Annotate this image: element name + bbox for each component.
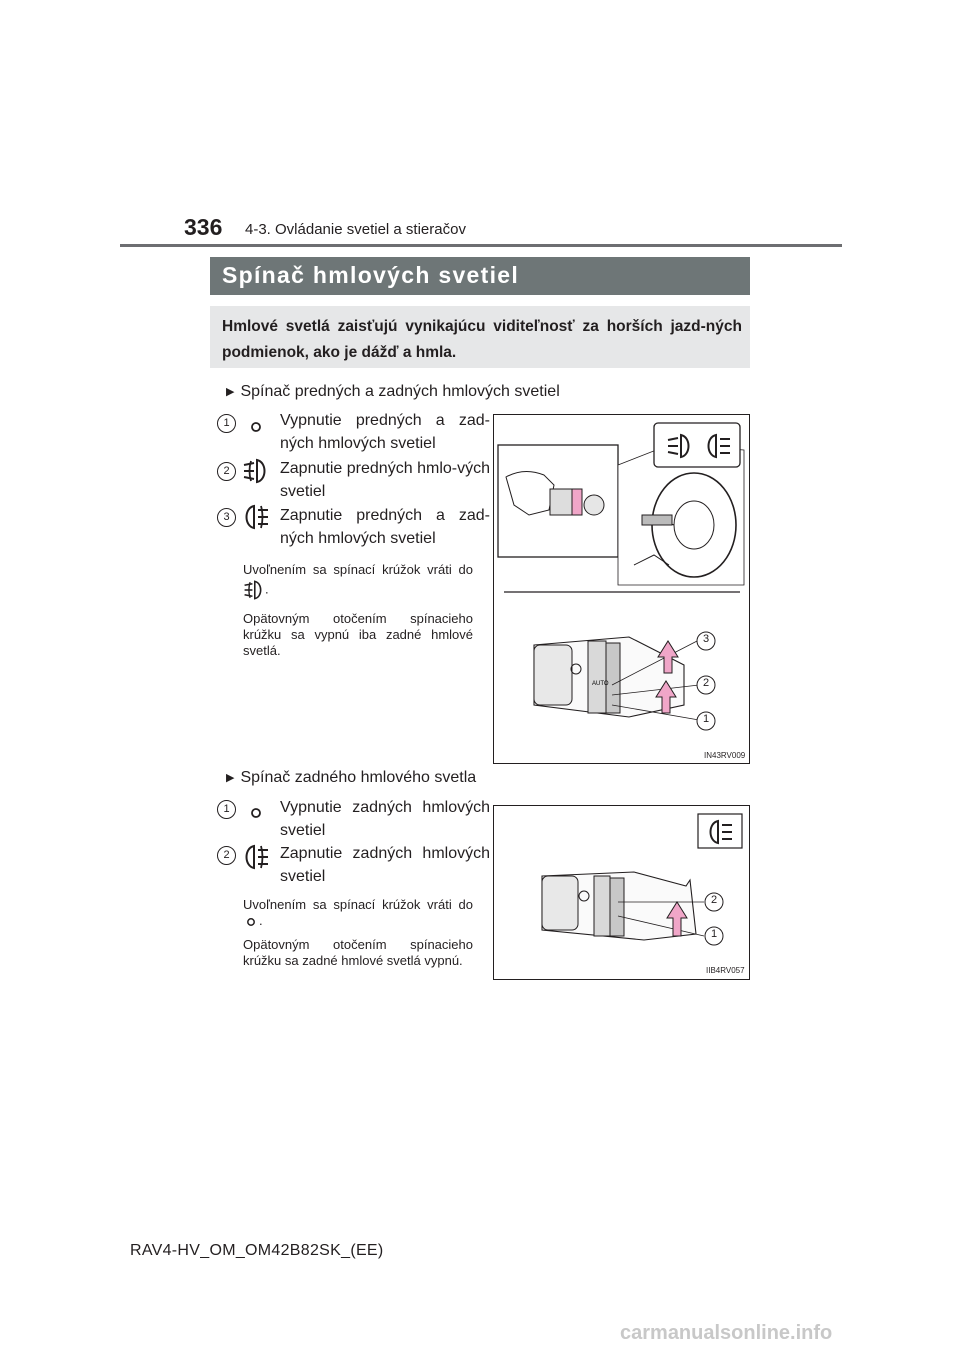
rear-note-1-text: Uvoľnením sa spínací krúžok vráti do (243, 897, 473, 912)
callout-3: 3 (702, 633, 710, 645)
item-number: 2 (217, 846, 236, 865)
front-section-heading (226, 383, 560, 401)
front-note-1-text: Uvoľnením sa spínací krúžok vráti do (243, 562, 473, 577)
rear-section-heading (226, 769, 476, 787)
rear-section-heading-text: Spínač zadného hmlového svetla (240, 769, 477, 786)
front-section-heading-text: Spínač predných a zadných hmlových svetiel (240, 383, 560, 400)
front-note-1-end: . (265, 581, 269, 597)
figure-code: IIB4RV057 (706, 966, 745, 975)
callout-1: 1 (710, 928, 718, 940)
front-note-1 (243, 561, 473, 602)
item-number: 1 (217, 800, 236, 819)
front-item-3-text: Zapnutie predných a zad-ných hmlových svetiel (280, 507, 490, 547)
page-title: Spínač hmlových svetiel (222, 262, 520, 288)
front-fog-illustration (494, 415, 749, 763)
rear-fog-icon (242, 502, 270, 532)
rear-fog-icon (242, 842, 270, 872)
callout-2: 2 (702, 677, 710, 689)
front-fog-icon (242, 456, 270, 486)
off-circle-icon (244, 414, 272, 444)
rear-item-2-text: Zapnutie zadných hmlových svetiel (280, 845, 490, 885)
rear-item-1-text: Vypnutie zadných hmlových svetiel (280, 799, 490, 839)
item-number: 3 (217, 508, 236, 527)
footer-code: RAV4-HV_OM_OM42B82SK_(EE) (130, 1242, 384, 1259)
section-title: 4-3. Ovládanie svetiel a stieračov (245, 221, 466, 238)
callout-2: 2 (710, 894, 718, 906)
rear-note-1-end: . (259, 913, 263, 928)
off-circle-icon (244, 800, 272, 830)
off-circle-icon (243, 916, 259, 928)
triangle-bullet-icon: ▶ (226, 772, 235, 784)
rear-note-2: Opätovným otočením spínacieho krúžku sa zadné hmlové svetlá vypnú. (243, 937, 473, 968)
front-fog-figure (493, 414, 750, 764)
header-rule (120, 244, 842, 247)
front-item-2-text: Zapnutie predných hmlo-vých svetiel (280, 460, 490, 500)
rear-fog-figure (493, 805, 750, 980)
svg-text:AUTO: AUTO (592, 681, 609, 687)
front-note-2: Opätovným otočením spínacieho krúžku sa vypnú iba zadné hmlové svetlá. (243, 611, 473, 658)
rear-note-1 (243, 897, 473, 929)
triangle-bullet-icon: ▶ (226, 386, 235, 398)
callout-1: 1 (702, 713, 710, 725)
item-number: 1 (217, 414, 236, 433)
page-number: 336 (184, 214, 223, 240)
front-fog-icon (243, 578, 265, 602)
intro-text: Hmlové svetlá zaisťujú vynikajúcu viditeľnosť za horších jazd-ných podmienok, ako je dážď a hmla. (222, 318, 742, 361)
watermark: carmanualsonline.info (620, 1322, 833, 1344)
front-item-1-text: Vypnutie predných a zad-ných hmlových svetiel (280, 412, 490, 452)
figure-code: IN43RV009 (704, 751, 746, 760)
rear-fog-illustration (494, 806, 749, 979)
item-number: 2 (217, 462, 236, 481)
